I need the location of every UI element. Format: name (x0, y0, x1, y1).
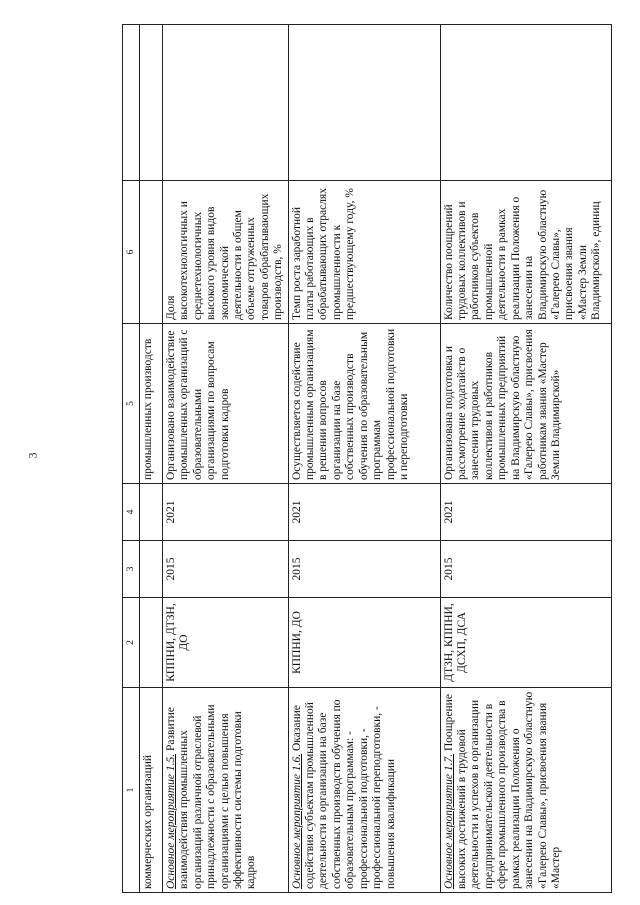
table-row-1-6 (288, 25, 440, 893)
col-header-4: 4 (123, 484, 140, 541)
cell-indicator: Доля высокотехнологичных и среднетехнологичных высокого уровня видов экономической деятельности в общем объеме отгруженных товаров обрабатывающих производств, % (163, 181, 289, 324)
cell-continuation-measure: коммерческих организаций (140, 688, 163, 893)
cell-executor: КППНИ, ДО (288, 598, 440, 688)
cell-start-year: 2015 (288, 541, 440, 598)
measure-description: Поощрение высоких достижений в трудовой деятельности и успехов в организации предпринимательской деятельности в сфере промышленного производства в рамках реализации Положения о занесении на Владимирскую областную «Галерею Славы», присвоения звания «Мастер (442, 691, 562, 889)
cell-start-year: 2015 (163, 541, 289, 598)
cell-empty (288, 25, 440, 181)
measure-title: Основное мероприятие 1.6. (290, 753, 303, 889)
cell-continuation-result: промышленных производств (140, 324, 163, 484)
cell-empty (440, 25, 611, 181)
cell-result: Организовано взаимодействие промышленных организаций с образовательными организациями по вопросам подготовки кадров (163, 324, 289, 484)
col-header-2: 2 (123, 598, 140, 688)
cell-result: Осуществляется содействие промышленным организациям в решении вопросов организации на базе собственных производств обучения по образовательным программам профессиональной подготовки и переподготовки (288, 324, 440, 484)
col-header-1: 1 (123, 688, 140, 893)
col-header-6: 6 (123, 181, 140, 324)
col-header-5: 5 (123, 324, 140, 484)
measure-description: Развитие взаимодействия промышленных организаций различной отраслевой принадлежности с образовательными организациями с целью повышения эффективности системы подготовки кадров (165, 704, 258, 889)
measures-table (122, 24, 612, 893)
cell-result: Организована подготовка и рассмотрение ходатайств о занесении трудовых коллективов и работников промышленных предприятий на Владимирскую областную «Галерею Славы», присвоения работникам звания «Мастер Земли Владимирской» (440, 324, 611, 484)
col-header-3: 3 (123, 541, 140, 598)
measure-description: Оказание содействия субъектам промышленной деятельности в организации на базе собственных производств обучения по образовательным программам: - профессиональной подготовки, - профессиональной переподготовки, - повышения квалификации (290, 699, 397, 889)
cell-indicator: Количество поощрений трудовых коллективов и работников субъектов промышленной деятельности в рамках реализации Положения о занесении на Владимирскую областную «Галерею Славы», присвоения звания «Мастер Земли Владимирской», единиц (440, 181, 611, 324)
cell-start-year: 2015 (440, 541, 611, 598)
page-number: 3 (25, 452, 40, 459)
cell-end-year: 2021 (288, 484, 440, 541)
cell-measure (440, 688, 611, 893)
cell-end-year: 2021 (440, 484, 611, 541)
measure-title: Основное мероприятие 1.5. (165, 753, 177, 889)
table-row-continuation (140, 25, 163, 893)
cell-indicator: Темп роста заработной платы работающих в обрабатывающих отраслях промышленности к предшествующему году, % (288, 181, 440, 324)
measure-title: Основное мероприятие 1.7. (442, 753, 455, 889)
table-row-1-7 (440, 25, 611, 893)
cell-measure (288, 688, 440, 893)
col-header-7 (123, 25, 140, 181)
cell-executor: ДТЗН, КППНИ, ДСХП, ДСА (440, 598, 611, 688)
cell-empty (163, 25, 289, 181)
table-row-1-5 (163, 25, 289, 893)
cell-measure (163, 688, 289, 893)
table-header-row (123, 25, 140, 893)
cell-executor: КППНИ, ДТЗН, ДО (163, 598, 289, 688)
cell-end-year: 2021 (163, 484, 289, 541)
